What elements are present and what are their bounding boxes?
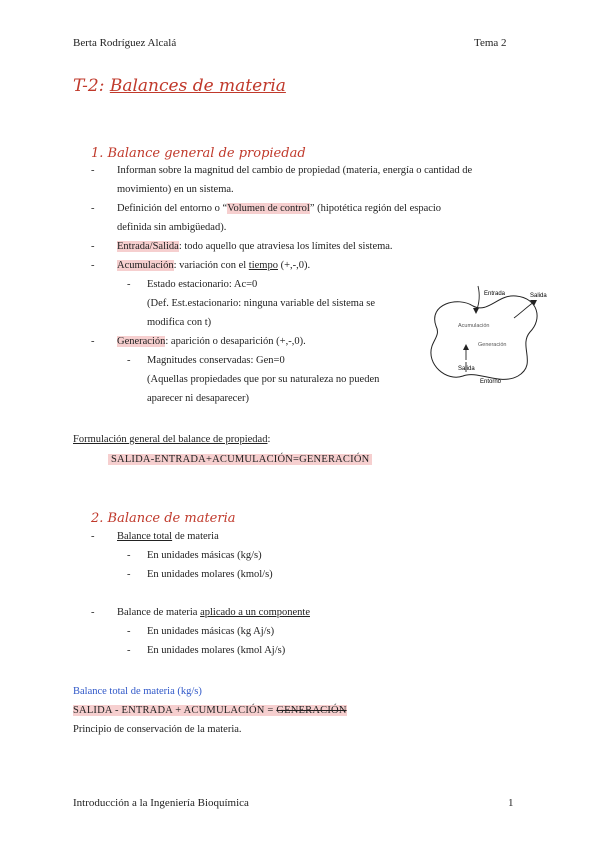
label-entorno: Entorno bbox=[480, 379, 502, 385]
section2-heading: 2. Balance de materia bbox=[91, 511, 236, 526]
formulacion-label-line bbox=[73, 430, 270, 449]
formulacion-equation-line bbox=[108, 450, 372, 469]
footer-course: Introducción a la Ingeniería Bioquímica bbox=[73, 797, 249, 809]
section2-list bbox=[91, 527, 531, 660]
underlined-tiempo: tiempo bbox=[248, 260, 278, 271]
balance-total-equation bbox=[73, 701, 347, 720]
item-text: : aparición o desaparición (+,-,0). bbox=[165, 336, 306, 347]
balance-total-label: Balance total de materia (kg/s) bbox=[73, 686, 202, 697]
bullet-dash: - bbox=[91, 203, 95, 214]
sub-item bbox=[91, 546, 531, 565]
header-topic: Tema 2 bbox=[474, 37, 507, 49]
item-text: : variación con el bbox=[173, 260, 249, 271]
section1-heading: 1. Balance general de propiedad bbox=[91, 146, 306, 161]
colon: : bbox=[267, 434, 271, 445]
bullet-dash: - bbox=[127, 550, 131, 561]
sub-item bbox=[91, 641, 531, 660]
spacer bbox=[91, 584, 531, 603]
highlight-generacion: Generación bbox=[117, 336, 166, 347]
underlined-componente: aplicado a un componente bbox=[200, 607, 310, 618]
item-text: Estado estacionario: Ac=0 bbox=[147, 279, 258, 290]
highlight-acumulacion: Acumulación bbox=[117, 260, 174, 271]
bullet-dash: - bbox=[91, 165, 95, 176]
item-text-cont: movimiento) en un sistema. bbox=[117, 184, 234, 195]
item-text-cont: (Def. Est.estacionario: ninguna variable del sistema se bbox=[147, 298, 376, 309]
list-item bbox=[91, 527, 531, 546]
item-text: ” (hipotética región del espacio bbox=[309, 203, 442, 214]
footer-page-number: 1 bbox=[508, 797, 514, 809]
control-volume-diagram bbox=[418, 284, 558, 390]
bullet-dash: - bbox=[91, 241, 95, 252]
item-text-cont: modifica con t) bbox=[147, 317, 212, 328]
bullet-dash: - bbox=[127, 645, 131, 656]
header-author: Berta Rodríguez Alcalá bbox=[73, 37, 177, 49]
bullet-dash: - bbox=[91, 260, 95, 271]
bullet-dash: - bbox=[127, 626, 131, 637]
principle-text: Principio de conservación de la materia. bbox=[73, 724, 242, 735]
page-title bbox=[73, 76, 286, 96]
bullet-dash: - bbox=[91, 531, 95, 542]
item-text: (+,-,0). bbox=[277, 260, 311, 271]
bullet-dash: - bbox=[91, 607, 95, 618]
equation-main: SALIDA - ENTRADA + ACUMULACIÓN = bbox=[73, 705, 277, 716]
label-generacion: Generación bbox=[478, 342, 507, 348]
item-text: En unidades másicas (kg Aj/s) bbox=[147, 626, 275, 637]
item-text-cont: aparecer ni desaparecer) bbox=[147, 393, 250, 404]
highlight-entrada-salida: Entrada/Salida bbox=[117, 241, 179, 252]
item-text: Definición del entorno o “ bbox=[117, 203, 228, 214]
equation-struck: GENERACIÓN bbox=[276, 705, 347, 716]
list-item bbox=[91, 199, 531, 218]
sub-item bbox=[91, 565, 531, 584]
label-salida-right: Salida bbox=[530, 293, 547, 299]
bullet-dash: - bbox=[91, 336, 95, 347]
item-text: En unidades másicas (kg/s) bbox=[147, 550, 262, 561]
underlined-balance-total: Balance total bbox=[117, 531, 173, 542]
bullet-dash: - bbox=[127, 279, 131, 290]
system-boundary bbox=[431, 296, 537, 380]
arrowhead bbox=[473, 308, 479, 314]
title-prefix: T-2: bbox=[73, 76, 110, 96]
bullet-dash: - bbox=[127, 355, 131, 366]
formulacion-label: Formulación general del balance de propiedad bbox=[73, 434, 268, 445]
item-text: Informan sobre la magnitud del cambio de propiedad (materia, energía o cantidad de bbox=[117, 165, 473, 176]
title-main: Balances de materia bbox=[109, 76, 286, 96]
highlight-volumen: Volumen de control bbox=[227, 203, 310, 214]
item-text-cont: (Aquellas propiedades que por su naturaleza no pueden bbox=[147, 374, 380, 385]
list-item bbox=[91, 161, 531, 180]
list-item bbox=[91, 237, 531, 256]
bullet-dash: - bbox=[127, 569, 131, 580]
item-text: Magnitudes conservadas: Gen=0 bbox=[147, 355, 285, 366]
label-entrada: Entrada bbox=[484, 291, 506, 297]
formulacion-equation: SALIDA-ENTRADA+ACUMULACIÓN=GENERACIÓN bbox=[108, 454, 372, 465]
item-text: de materia bbox=[172, 531, 219, 542]
item-text: En unidades molares (kmol/s) bbox=[147, 569, 273, 580]
item-text: En unidades molares (kmol Aj/s) bbox=[147, 645, 286, 656]
sub-item bbox=[91, 622, 531, 641]
equation-highlight bbox=[73, 705, 347, 716]
item-text: Balance de materia bbox=[117, 607, 201, 618]
list-item bbox=[91, 603, 531, 622]
salida-arrow bbox=[514, 302, 534, 318]
list-item bbox=[91, 256, 531, 275]
label-salida-bottom: Salida bbox=[458, 366, 475, 372]
item-text: : todo aquello que atraviesa los límites del sistema. bbox=[178, 241, 393, 252]
arrowhead bbox=[530, 300, 537, 306]
label-acumulacion: Acumulación bbox=[458, 323, 490, 329]
item-text-cont: definida sin ambigüedad). bbox=[117, 222, 227, 233]
